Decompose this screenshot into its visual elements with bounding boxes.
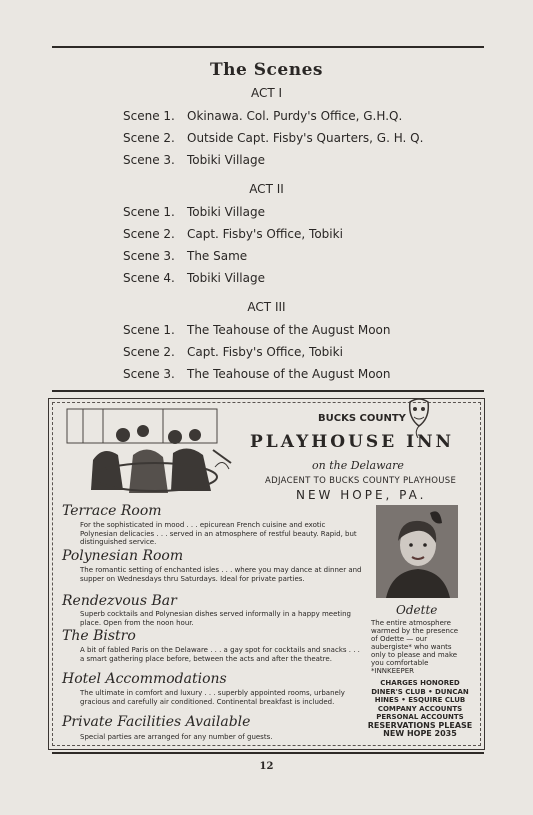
charges-line: RESERVATIONS PLEASE [367,720,473,730]
charges-line: CHARGES HONORED [380,679,460,687]
terrace-room-text: For the sophisticated in mood . . . epicurean French cuisine and exotic Polynesian delicacies . . . served in an atmosphere of restful beauty. Rapid, but distinguished service. [80,521,357,546]
top-rule [52,46,484,48]
act-1-scene-1-num: Scene 1. [123,109,175,123]
act-1-scene-3-num: Scene 3. [123,153,175,167]
act-3-scene-1-place: The Teahouse of the August Moon [187,323,391,337]
act-1-scene-3-place: Tobiki Village [187,153,265,167]
bar-scene-illustration [63,405,233,505]
odette-name: Odette [396,603,438,617]
act-2-scene-2-num: Scene 2. [123,227,175,241]
private-facilities-heading: Private Facilities Available [62,714,251,730]
act-3-scene-2-place: Capt. Fisby's Office, Tobiki [187,345,343,359]
bottom-rule [52,752,484,754]
act-2-scene-2-place: Capt. Fisby's Office, Tobiki [187,227,343,241]
act-2-label: ACT II [249,182,284,196]
private-facilities-text: Special parties are arranged for any number of guests. [80,733,273,741]
page-number: 12 [259,761,274,772]
act-3-scene-3-num: Scene 3. [123,367,175,381]
charges-line: NEW HOPE 2035 [383,729,457,738]
inn-location-script: on the Delaware [312,459,404,472]
inn-county: BUCKS COUNTY [318,413,406,424]
bistro-text: A bit of fabled Paris on the Delaware . . . a gay spot for cocktails and snacks . . . a smart gathering place before, between the acts and after the theatre. [80,646,360,663]
hotel-accommodations-text: The ultimate in comfort and luxury . . . superbly appointed rooms, urbanely gracious and carefully air conditioned. Continental breakfast is included. [80,689,345,706]
odette-portrait [376,505,458,598]
act-1-label: ACT I [250,86,283,100]
bistro-heading: The Bistro [62,628,136,644]
charges-line: PERSONAL ACCOUNTS [376,713,464,721]
polynesian-room-heading: Polynesian Room [62,548,184,564]
act-2-scene-3-num: Scene 3. [123,249,175,263]
act-2-scene-4-num: Scene 4. [123,271,175,285]
act-1-scene-2-num: Scene 2. [123,131,175,145]
act-3-scene-3-place: The Teahouse of the August Moon [187,367,391,381]
act-2-scene-4-place: Tobiki Village [187,271,265,285]
act-2-scene-1-num: Scene 1. [123,205,175,219]
hotel-accommodations-heading: Hotel Accommodations [62,671,227,687]
act-3-scene-2-num: Scene 2. [123,345,175,359]
inn-name: PLAYHOUSE INN [250,432,455,452]
inn-adjacent: ADJACENT TO BUCKS COUNTY PLAYHOUSE [265,476,457,486]
act-2-scene-3-place: The Same [187,249,248,263]
charges-line: DINER'S CLUB • DUNCAN HINES • ESQUIRE CLUB [371,687,469,704]
act-3-label: ACT III [247,300,286,314]
terrace-room-heading: Terrace Room [62,503,162,519]
act-1-scene-2-place: Outside Capt. Fisby's Quarters, G. H. Q. [187,131,424,145]
rendezvous-bar-text: Superb cocktails and Polynesian dishes served informally in a happy meeting place. Open from the noon hour. [80,610,351,627]
mid-rule [52,390,484,392]
act-3-scene-1-num: Scene 1. [123,323,175,337]
page-title: The Scenes [210,60,323,80]
polynesian-room-text: The romantic setting of enchanted isles . . . where you may dance at dinner and supper on Wednesdays thru Saturdays. Ideal for private parties. [80,566,362,583]
rendezvous-bar-heading: Rendezvous Bar [62,593,177,609]
charges-line: COMPANY ACCOUNTS [377,704,463,713]
inn-town: NEW HOPE, PA. [296,488,427,502]
act-2-scene-1-place: Tobiki Village [187,205,265,219]
charges-block [365,679,475,739]
act-1-scene-1-place: Okinawa. Col. Purdy's Office, G.H.Q. [187,109,403,123]
odette-text: The entire atmosphere warmed by the presence of Odette — our aubergiste* who wants only to please and make you comfortable *INNKEEPER [371,619,459,675]
